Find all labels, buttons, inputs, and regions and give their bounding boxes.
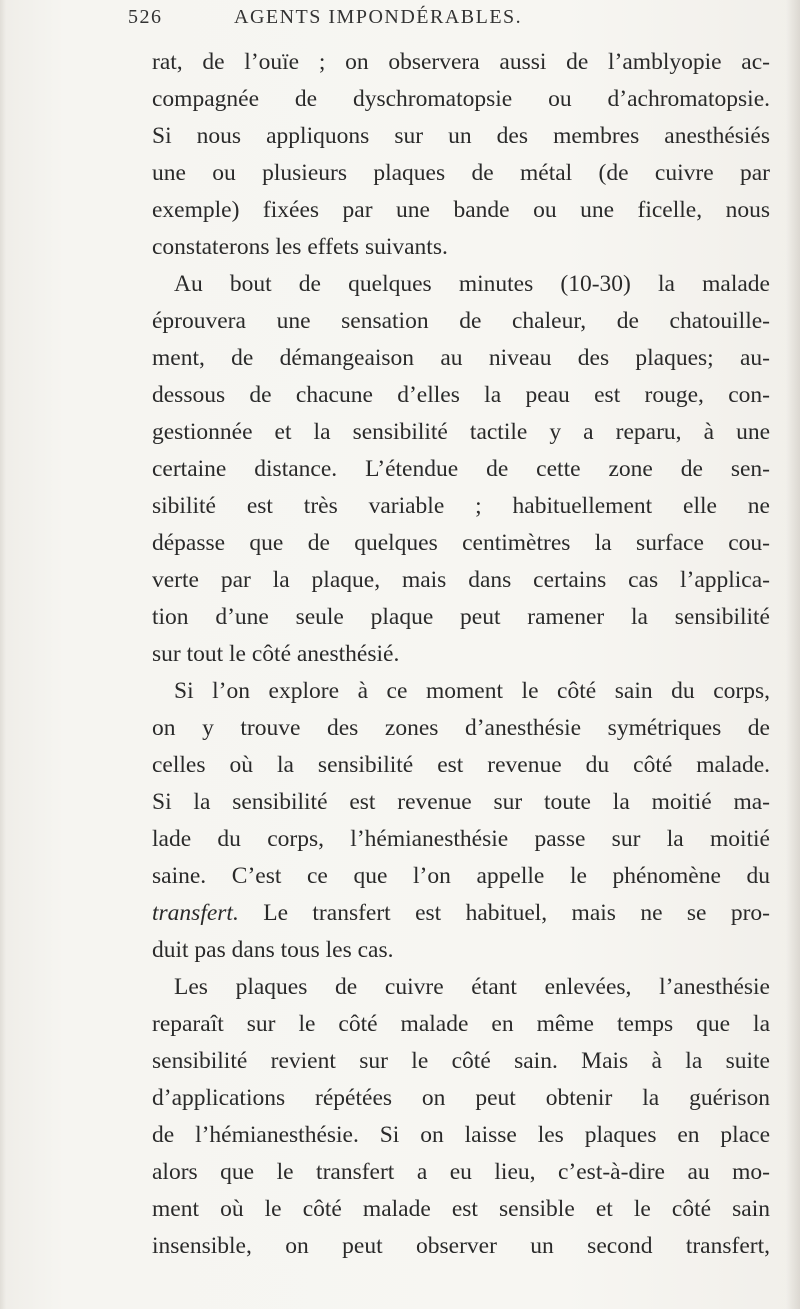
text-line: dessous de chacune d’elles la peau est rouge, con- xyxy=(152,382,770,408)
text-line: reparaît sur le côté malade en même temps que la xyxy=(152,1011,770,1037)
text-line: sur tout le côté anesthésié. xyxy=(152,641,400,667)
text-line: alors que le transfert a eu lieu, c’est-à-dire au mo- xyxy=(152,1159,770,1185)
text-line: saine. C’est ce que l’on appelle le phénomène du xyxy=(152,863,770,889)
text-line: rat, de l’ouïe ; on observera aussi de l’amblyopie ac- xyxy=(152,49,770,75)
text-line: compagnée de dyschromatopsie ou d’achromatopsie. xyxy=(152,86,770,112)
text-line: une ou plusieurs plaques de métal (de cuivre par xyxy=(152,160,770,186)
text-line: Si la sensibilité est revenue sur toute la moitié ma- xyxy=(152,789,770,815)
text-line: certaine distance. L’étendue de cette zone de sen- xyxy=(152,456,770,482)
text-line: ment, de démangeaison au niveau des plaques; au- xyxy=(152,345,770,371)
text-line xyxy=(152,895,770,932)
text-line: Les plaques de cuivre étant enlevées, l’anesthésie xyxy=(174,974,770,1000)
text-line: sensibilité revient sur le côté sain. Mais à la suite xyxy=(152,1048,770,1074)
page-right-shadow xyxy=(786,0,800,1309)
text-line: ment où le côté malade est sensible et le côté sain xyxy=(152,1196,770,1222)
running-head xyxy=(128,6,748,36)
text-line: éprouvera une sensation de chaleur, de chatouille- xyxy=(152,308,770,334)
text-line: celles où la sensibilité est revenue du côté malade. xyxy=(152,752,770,778)
text-line: tion d’une seule plaque peut ramener la sensibilité xyxy=(152,604,770,630)
text-line: Au bout de quelques minutes (10-30) la malade xyxy=(174,271,770,297)
text-line: Si nous appliquons sur un des membres anesthésiés xyxy=(152,123,770,149)
page-left-shadow xyxy=(0,0,6,1309)
text-line: duit pas dans tous les cas. xyxy=(152,937,394,963)
text-line: verte par la plaque, mais dans certains cas l’applica- xyxy=(152,567,770,593)
text-line: gestionnée et la sensibilité tactile y a reparu, à une xyxy=(152,419,770,445)
text-line-rest: Le transfert est habituel, mais ne se pro- xyxy=(238,900,770,926)
text-line: on y trouve des zones d’anesthésie symétriques de xyxy=(152,715,770,741)
text-line: constaterons les effets suivants. xyxy=(152,234,448,260)
page-number: 526 xyxy=(128,6,163,28)
text-line: Si l’on explore à ce moment le côté sain du corps, xyxy=(174,678,770,704)
running-title: AGENTS IMPONDÉRABLES. xyxy=(234,6,523,28)
text-line: insensible, on peut observer un second transfert, xyxy=(152,1233,770,1259)
text-line: sibilité est très variable ; habituellement elle ne xyxy=(152,493,770,519)
body-text xyxy=(152,44,770,1265)
italic-term: transfert. xyxy=(152,900,239,926)
text-line: d’applications répétées on peut obtenir la guérison xyxy=(152,1085,770,1111)
text-line: de l’hémianesthésie. Si on laisse les plaques en place xyxy=(152,1122,770,1148)
text-line: dépasse que de quelques centimètres la surface cou- xyxy=(152,530,770,556)
text-line: exemple) fixées par une bande ou une ficelle, nous xyxy=(152,197,770,223)
text-line: lade du corps, l’hémianesthésie passe sur la moitié xyxy=(152,826,770,852)
